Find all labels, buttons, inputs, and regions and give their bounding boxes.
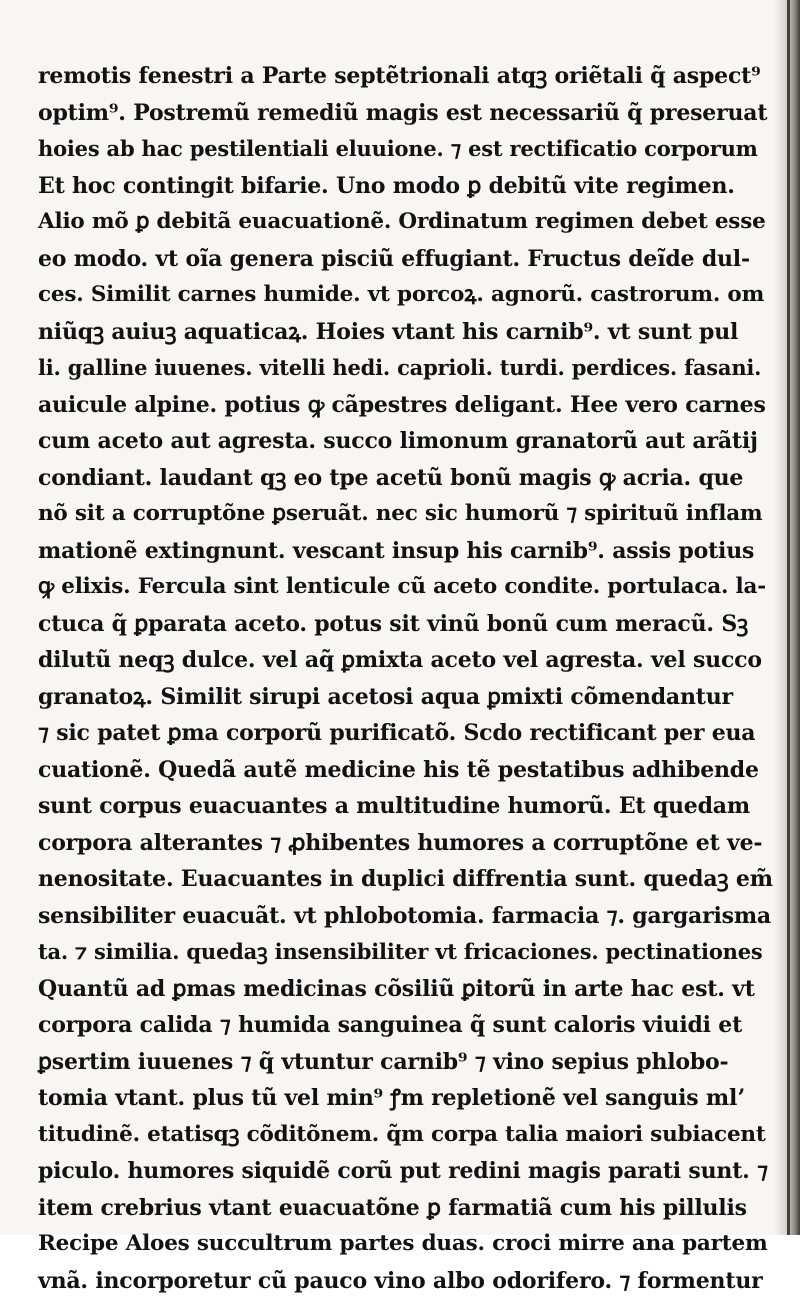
text-line: ⁊ sic patet ꝑma corporũ purificatõ. Scdo rectificant per eua (38, 715, 773, 752)
text-line: dilutũ neqꝫ dulce. vel aq̃ ꝑmixta aceto vel agresta. vel succo (38, 642, 773, 679)
text-line: vnã. incorporetur cũ pauco vino albo odorifero. ⁊ formentur (38, 1263, 773, 1299)
text-line: condiant. laudant qꝫ eo tpe acetũ bonũ magis ꝙ acria. que (38, 460, 773, 497)
text-line: Et hoc contingit bifarie. Uno modo ꝑ debitũ vite regimen. (38, 168, 773, 205)
text-line: ta. ⁊ similia. quedaꝫ insensibiliter vt fricaciones. pectinationes (38, 934, 773, 971)
text-line: niũqꝫ auiuꝫ aquaticaꝝ. Hoies vtant his carnib⁹. vt sunt pul (38, 314, 773, 351)
text-line: cum aceto aut agresta. succo limonum granatorũ aut arãtij (38, 423, 773, 460)
text-line: ꝙ elixis. Fercula sint lenticule cũ aceto condite. portulaca. la- (38, 569, 773, 606)
text-line: optim⁹. Postremũ remediũ magis est necessariũ q̃ preseruat (38, 95, 773, 132)
text-line: mationẽ extingnunt. vescant insup his carnib⁹. assis potius (38, 533, 773, 570)
text-line: ꝑsertim iuuenes ⁊ q̃ vtuntur carnib⁹ ⁊ vino sepius phlobo- (38, 1044, 773, 1081)
page-edge-line (787, 0, 790, 1235)
text-line: ctuca q̃ ꝑparata aceto. potus sit vinũ bonũ cum meracũ. Sꝫ (38, 606, 773, 643)
text-line: auicule alpine. potius ꝙ cãpestres deligant. Hee vero carnes (38, 387, 773, 424)
text-line: item crebrius vtant euacuatõne ꝑ farmatiã cum his pillulis (38, 1190, 773, 1227)
text-line: nõ sit a corruptõne ꝑseruãt. nec sic humorũ ⁊ spirituũ inflam (38, 496, 773, 533)
text-line: li. galline iuuenes. vitelli hedi. caprioli. turdi. perdices. fasani. (38, 350, 773, 387)
text-line: tomia vtant. plus tũ vel min⁹ ꝭm repletionẽ vel sanguis mlʼ (38, 1080, 773, 1117)
text-line: eo modo. vt oĩa genera pisciũ effugiant. Fructus deĩde dul- (38, 241, 773, 278)
incunable-text-block (38, 58, 773, 1299)
text-line: nenositate. Euacuantes in duplici diffrentia sunt. quedaꝫ em̃ (38, 861, 773, 898)
text-line: sensibiliter euacuãt. vt phlobotomia. farmacia ⁊. gargarisma (38, 898, 773, 935)
text-line: granatoꝝ. Similit sirupi acetosi aqua ꝑmixti cõmendantur (38, 679, 773, 716)
text-line: Alio mõ ꝑ debitã euacuationẽ. Ordinatum regimen debet esse (38, 204, 773, 241)
text-line: cuationẽ. Quedã autẽ medicine his tẽ pestatibus adhibende (38, 752, 773, 789)
text-line: remotis fenestri a Parte septẽtrionali atqꝫ oriẽtali q̃ aspect⁹ (38, 58, 773, 95)
text-line: ces. Similit carnes humide. vt porcoꝝ. agnorũ. castrorum. om (38, 277, 773, 314)
text-line: corpora alterantes ⁊ ꝓhibentes humores a corruptõne et ve- (38, 825, 773, 862)
text-line: hoies ab hac pestilentiali eluuione. ⁊ est rectificatio corporum (38, 131, 773, 168)
text-line: sunt corpus euacuantes a multitudine humorũ. Et quedam (38, 788, 773, 825)
text-line: Recipe Aloes succultrum partes duas. croci mirre ana partem (38, 1226, 773, 1263)
text-line: titudinẽ. etatisqꝫ cõditõnem. q̃m corpa talia maiori subiacent (38, 1117, 773, 1154)
text-line: corpora calida ⁊ humida sanguinea q̃ sunt caloris viuidi et (38, 1007, 773, 1044)
text-line: Quantũ ad ꝑmas medicinas cõsiliũ ꝑitorũ in arte hac est. vt (38, 971, 773, 1008)
text-line: piculo. humores siquidẽ corũ put redini magis parati sunt. ⁊ (38, 1153, 773, 1190)
